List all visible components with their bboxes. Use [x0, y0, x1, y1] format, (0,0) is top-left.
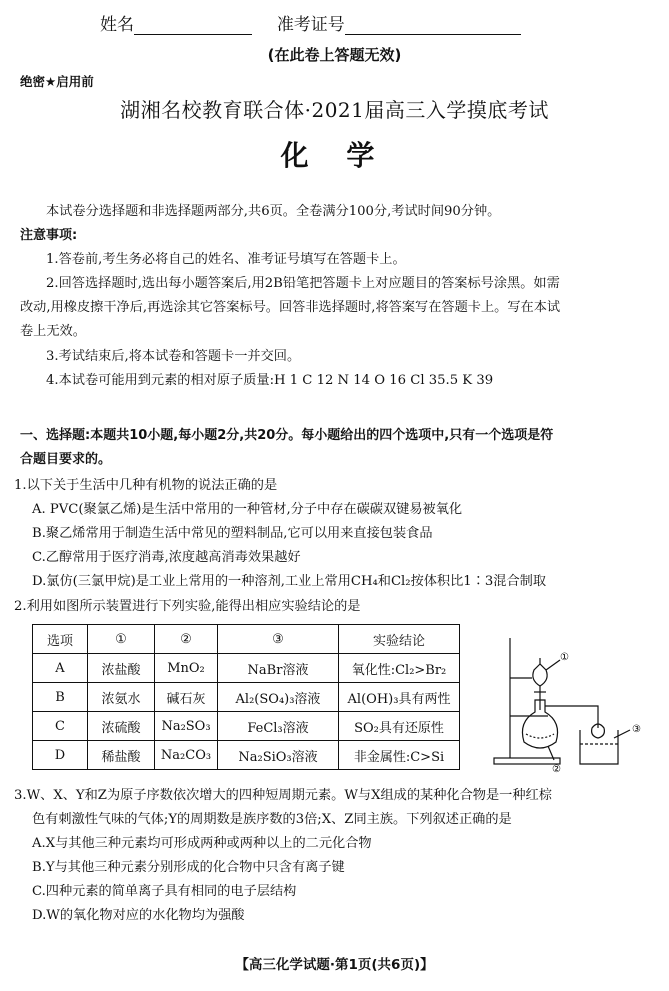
table-cell: 碱石灰	[155, 683, 218, 712]
name-label: 姓名	[100, 15, 134, 35]
table-cell: MnO₂	[155, 654, 218, 683]
note-1: 1.答卷前,考生务必将自己的姓名、准考证号填写在答题卡上。	[46, 252, 406, 267]
beaker	[580, 730, 618, 764]
q3-stem-line-1: 3.W、X、Y和Z为原子序数依次增大的四种短周期元素。W与X组成的某种化合物是一种红棕	[14, 788, 552, 803]
table-cell: SO₂具有还原性	[339, 712, 460, 741]
q1-option-c: C.乙醇常用于医疗消毒,浓度越高消毒效果越好	[32, 550, 301, 565]
table-cell: 稀盐酸	[88, 741, 155, 770]
table-cell: 浓硫酸	[88, 712, 155, 741]
section-title-line-2: 合题目要求的。	[20, 452, 112, 467]
id-label: 准考证号	[276, 15, 345, 35]
table-cell: C	[33, 712, 88, 741]
table-row	[33, 712, 460, 741]
q1-option-b: B.聚乙烯常用于制造生活中常见的塑料制品,它可以用来直接包装食品	[32, 526, 433, 541]
table-header-cell: ①	[88, 625, 155, 654]
table-cell: 浓氨水	[88, 683, 155, 712]
q3-stem-line-2: 色有刺激性气味的气体;Y的周期数是族序数的3倍;X、Z同主族。下列叙述正确的是	[32, 812, 512, 827]
q2-stem: 2.利用如图所示装置进行下列实验,能得出相应实验结论的是	[14, 599, 361, 614]
label-3: ③	[632, 724, 641, 735]
q1-stem: 1.以下关于生活中几种有机物的说法正确的是	[14, 478, 278, 493]
note-2-line-2: 改动,用橡皮擦干净后,再选涂其它答案标号。回答非选择题时,将答案写在答题卡上。写在本试	[20, 300, 561, 315]
table-header-cell: ③	[218, 625, 339, 654]
label-2: ②	[552, 764, 561, 775]
q1-option-a: A. PVC(聚氯乙烯)是生活中常用的一种管材,分子中存在碳碳双键易被氧化	[32, 502, 463, 517]
table-cell: A	[33, 654, 88, 683]
table-cell: Al₂(SO₄)₃溶液	[218, 683, 339, 712]
subject-title: 化 学	[280, 139, 389, 172]
no-answer-notice: (在此卷上答题无效)	[267, 46, 402, 64]
note-2-line-3: 卷上无效。	[20, 324, 86, 339]
table-row	[33, 654, 460, 683]
label-1: ①	[560, 652, 569, 663]
page-footer: 【高三化学试题·第1页(共6页)】	[235, 957, 434, 973]
name-row	[100, 10, 521, 35]
table-cell: Na₂SO₃	[155, 712, 218, 741]
secret-label: 绝密★启用前	[20, 74, 94, 89]
lab-apparatus-figure	[488, 630, 658, 775]
table-header-cell: 选项	[33, 625, 88, 654]
exam-title: 湖湘名校教育联合体·2021届高三入学摸底考试	[120, 98, 549, 122]
note-3: 3.考试结束后,将本试卷和答题卡一并交回。	[46, 349, 301, 364]
table-cell: 浓盐酸	[88, 654, 155, 683]
note-2-line-1: 2.回答选择题时,选出每小题答案后,用2B铅笔把答题卡上对应题目的答案标号涂黑。如需	[46, 276, 560, 291]
q1-option-d: D.氯仿(三氯甲烷)是工业上常用的一种溶剂,工业上常用CH₄和Cl₂按体积比1∶3混合制取	[32, 574, 547, 589]
table-cell: Na₂CO₃	[155, 741, 218, 770]
table-header-cell: 实验结论	[339, 625, 460, 654]
note-4: 4.本试卷可能用到元素的相对原子质量:H 1 C 12 N 14 O 16 Cl 35.5 K 39	[46, 373, 494, 388]
table-cell: D	[33, 741, 88, 770]
intro-desc: 本试卷分选择题和非选择题两部分,共6页。全卷满分100分,考试时间90分钟。	[46, 204, 501, 219]
section-title-line-1: 一、选择题:本题共10小题,每小题2分,共20分。每小题给出的四个选项中,只有一个选项是符	[20, 428, 554, 443]
table-row	[33, 683, 460, 712]
q3-option-a: A.X与其他三种元素均可形成两种或两种以上的二元化合物	[32, 836, 372, 851]
q3-option-d: D.W的氧化物对应的水化物均为强酸	[32, 908, 245, 923]
table-cell: B	[33, 683, 88, 712]
q2-table	[32, 624, 460, 770]
id-blank	[345, 16, 521, 35]
table-cell: NaBr溶液	[218, 654, 339, 683]
table-cell: Al(OH)₃具有两性	[339, 683, 460, 712]
table-cell: 氧化性:Cl₂>Br₂	[339, 654, 460, 683]
delivery-tube	[545, 706, 598, 728]
separatory-funnel	[533, 664, 547, 686]
table-header-row	[33, 625, 460, 654]
table-cell: 非金属性:C>Si	[339, 741, 460, 770]
table-header-cell: ②	[155, 625, 218, 654]
name-blank	[134, 16, 252, 35]
table-cell: FeCl₃溶液	[218, 712, 339, 741]
q3-option-c: C.四种元素的简单离子具有相同的电子层结构	[32, 884, 297, 899]
table-row	[33, 741, 460, 770]
notes-title: 注意事项:	[20, 228, 78, 243]
table-cell: Na₂SiO₃溶液	[218, 741, 339, 770]
q3-option-b: B.Y与其他三种元素分别形成的化合物中只含有离子键	[32, 860, 345, 875]
stand-base	[494, 758, 560, 764]
